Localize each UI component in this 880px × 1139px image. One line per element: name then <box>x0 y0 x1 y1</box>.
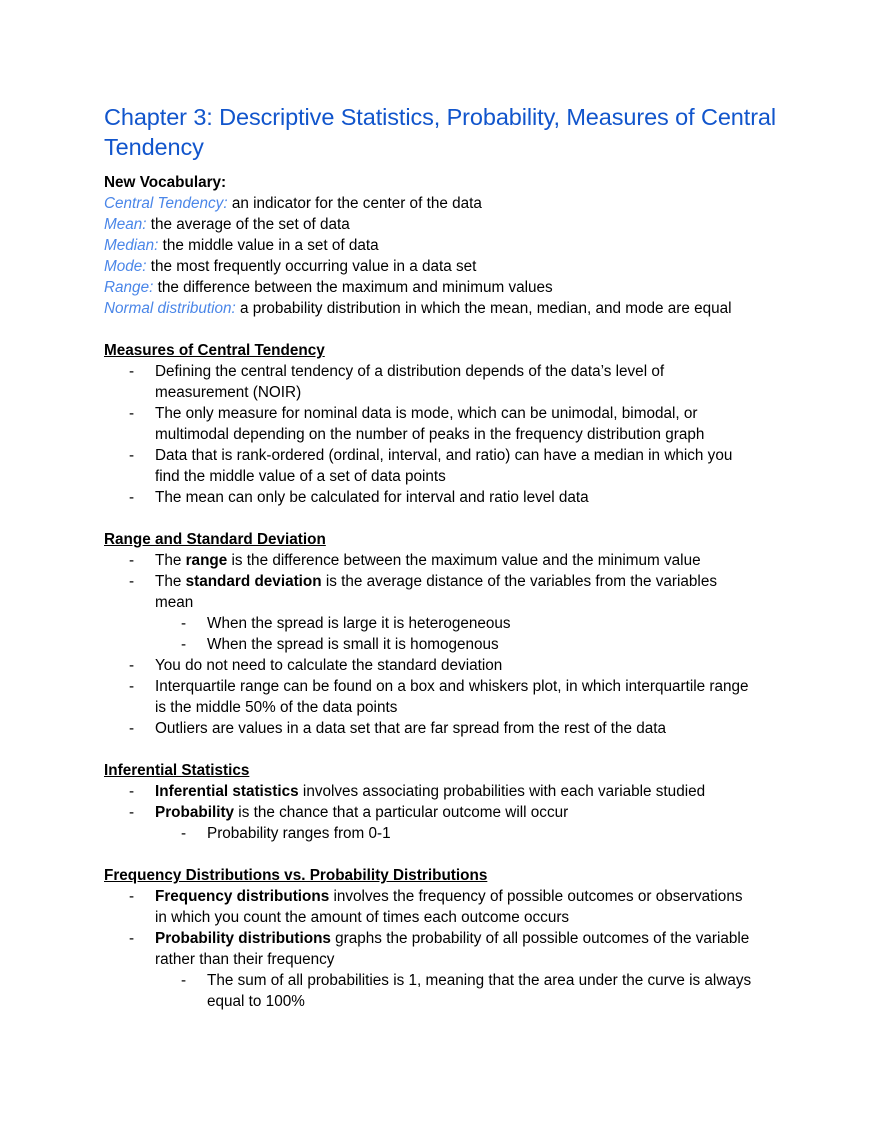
vocabulary-item <box>104 277 780 298</box>
bullet-line <box>207 823 780 844</box>
bullet-line <box>207 634 780 655</box>
bullet-text: When the spread is large it is heterogeneous <box>207 615 511 632</box>
bullet-text: in which you count the amount of times each outcome occurs <box>155 909 570 926</box>
bullet-line <box>155 802 780 823</box>
vocabulary-term: Mode: <box>104 258 147 275</box>
bullet-line <box>155 550 780 571</box>
bullet-text: rather than their frequency <box>155 951 335 968</box>
bullet-text: is the middle 50% of the data points <box>155 699 398 716</box>
bullet-text: Outliers are values in a data set that are far spread from the rest of the data <box>155 720 667 737</box>
bullet-text: mean <box>155 594 194 611</box>
bullet-text: The mean can only be calculated for interval and ratio level data <box>155 489 589 506</box>
bold-term: Probability <box>155 804 235 821</box>
bullet-dash: - <box>129 888 135 905</box>
bullet-text: The sum of all probabilities is 1, meaning that the area under the curve is always <box>207 972 752 989</box>
bold-term: Probability distributions <box>155 930 331 947</box>
bullet-text: multimodal depending on the number of peaks in the frequency distribution graph <box>155 426 705 443</box>
bold-term: range <box>185 552 228 569</box>
page-title: Chapter 3: Descriptive Statistics, Probability, Measures of Central Tendency <box>104 104 777 160</box>
bullet-text: Probability ranges from 0-1 <box>207 825 391 842</box>
bullet-text: The <box>155 573 186 590</box>
bullet-line <box>155 718 780 739</box>
bullet-line <box>155 382 780 403</box>
vocabulary-term: Central Tendency: <box>104 195 228 212</box>
bold-term: Frequency distributions <box>155 888 330 905</box>
section <box>104 340 780 508</box>
bullet-line <box>207 970 780 991</box>
bullet-text: is the difference between the maximum value and the minimum value <box>227 552 701 569</box>
bullet-line <box>207 613 780 634</box>
bullet-item <box>104 634 780 655</box>
bold-term: standard deviation <box>185 573 322 590</box>
bullet-item <box>104 718 780 739</box>
bullet-item <box>104 676 780 718</box>
bullet-line <box>155 445 780 466</box>
bullet-text: equal to 100% <box>207 993 305 1010</box>
vocabulary-block <box>104 172 780 319</box>
bullet-line <box>155 886 780 907</box>
bullet-item <box>104 571 780 613</box>
bullet-item <box>104 781 780 802</box>
bullet-line <box>155 571 780 592</box>
bullet-text: Defining the central tendency of a distribution depends of the data’s level of <box>155 363 665 380</box>
bullet-text: Interquartile range can be found on a box and whiskers plot, in which interquartile range <box>155 678 749 695</box>
vocabulary-term: Range: <box>104 279 154 296</box>
bullet-dash: - <box>129 447 135 464</box>
bullet-line <box>155 676 780 697</box>
bullet-list <box>104 886 780 1012</box>
bullet-item <box>104 823 780 844</box>
bullet-dash: - <box>129 489 135 506</box>
bullet-text: graphs the probability of all possible outcomes of the variable <box>330 930 750 947</box>
bullet-text: involves the frequency of possible outcomes or observations <box>329 888 743 905</box>
bullet-dash: - <box>129 783 135 800</box>
bullet-dash: - <box>129 552 135 569</box>
bullet-item <box>104 802 780 823</box>
bullet-line <box>155 697 780 718</box>
vocabulary-item <box>104 298 780 319</box>
bullet-item <box>104 487 780 508</box>
bullet-dash: - <box>181 636 187 653</box>
section-heading: Frequency Distributions vs. Probability Distributions <box>104 867 488 884</box>
bullet-line <box>155 781 780 802</box>
bullet-line <box>155 949 780 970</box>
bullet-item <box>104 445 780 487</box>
bullet-line <box>155 466 780 487</box>
bullet-text: When the spread is small it is homogenous <box>207 636 499 653</box>
bold-term: Inferential statistics <box>155 783 299 800</box>
bullet-item <box>104 613 780 634</box>
vocabulary-term: Median: <box>104 237 159 254</box>
bullet-line <box>155 928 780 949</box>
vocabulary-definition: the average of the set of data <box>146 216 350 233</box>
bullet-item <box>104 928 780 970</box>
bullet-line <box>207 991 780 1012</box>
bullet-line <box>155 907 780 928</box>
bullet-dash: - <box>129 405 135 422</box>
section-heading: Measures of Central Tendency <box>104 342 325 359</box>
section-heading: Range and Standard Deviation <box>104 531 326 548</box>
bullet-dash: - <box>129 363 135 380</box>
vocabulary-term: Normal distribution: <box>104 300 236 317</box>
bullet-line <box>155 403 780 424</box>
vocabulary-item <box>104 214 780 235</box>
vocabulary-definition: the most frequently occurring value in a data set <box>146 258 477 275</box>
bullet-text: Data that is rank-ordered (ordinal, interval, and ratio) can have a median in which you <box>155 447 733 464</box>
bullet-list <box>104 781 780 844</box>
bullet-dash: - <box>129 720 135 737</box>
section-heading: Inferential Statistics <box>104 762 250 779</box>
bullet-item <box>104 403 780 445</box>
bullet-dash: - <box>181 972 187 989</box>
bullet-item <box>104 886 780 928</box>
sections-container <box>104 340 780 1012</box>
bullet-list <box>104 361 780 508</box>
bullet-dash: - <box>129 657 135 674</box>
bullet-dash: - <box>181 615 187 632</box>
bullet-item <box>104 361 780 403</box>
bullet-text: is the average distance of the variables from the variables <box>321 573 717 590</box>
vocabulary-item <box>104 256 780 277</box>
vocabulary-definition: a probability distribution in which the mean, median, and mode are equal <box>235 300 732 317</box>
vocabulary-item <box>104 193 780 214</box>
vocabulary-definition: the middle value in a set of data <box>158 237 379 254</box>
bullet-line <box>155 655 780 676</box>
bullet-line <box>155 424 780 445</box>
section <box>104 529 780 739</box>
vocabulary-list <box>104 193 780 319</box>
bullet-line <box>155 487 780 508</box>
bullet-line <box>155 361 780 382</box>
bullet-text: involves associating probabilities with each variable studied <box>298 783 706 800</box>
bullet-text: The only measure for nominal data is mode, which can be unimodal, bimodal, or <box>155 405 698 422</box>
vocabulary-term: Mean: <box>104 216 147 233</box>
bullet-text: find the middle value of a set of data points <box>155 468 446 485</box>
vocabulary-heading: New Vocabulary: <box>104 174 227 191</box>
bullet-text: is the chance that a particular outcome will occur <box>234 804 569 821</box>
vocabulary-definition: an indicator for the center of the data <box>227 195 482 212</box>
bullet-list <box>104 550 780 739</box>
bullet-item <box>104 655 780 676</box>
bullet-dash: - <box>129 573 135 590</box>
section <box>104 865 780 1012</box>
bullet-item <box>104 550 780 571</box>
bullet-text: The <box>155 552 186 569</box>
bullet-dash: - <box>129 678 135 695</box>
bullet-text: You do not need to calculate the standard deviation <box>155 657 503 674</box>
bullet-item <box>104 970 780 1012</box>
bullet-line <box>155 592 780 613</box>
vocabulary-definition: the difference between the maximum and minimum values <box>153 279 553 296</box>
bullet-dash: - <box>129 804 135 821</box>
vocabulary-item <box>104 235 780 256</box>
section <box>104 760 780 844</box>
bullet-dash: - <box>129 930 135 947</box>
bullet-text: measurement (NOIR) <box>155 384 302 401</box>
bullet-dash: - <box>181 825 187 842</box>
